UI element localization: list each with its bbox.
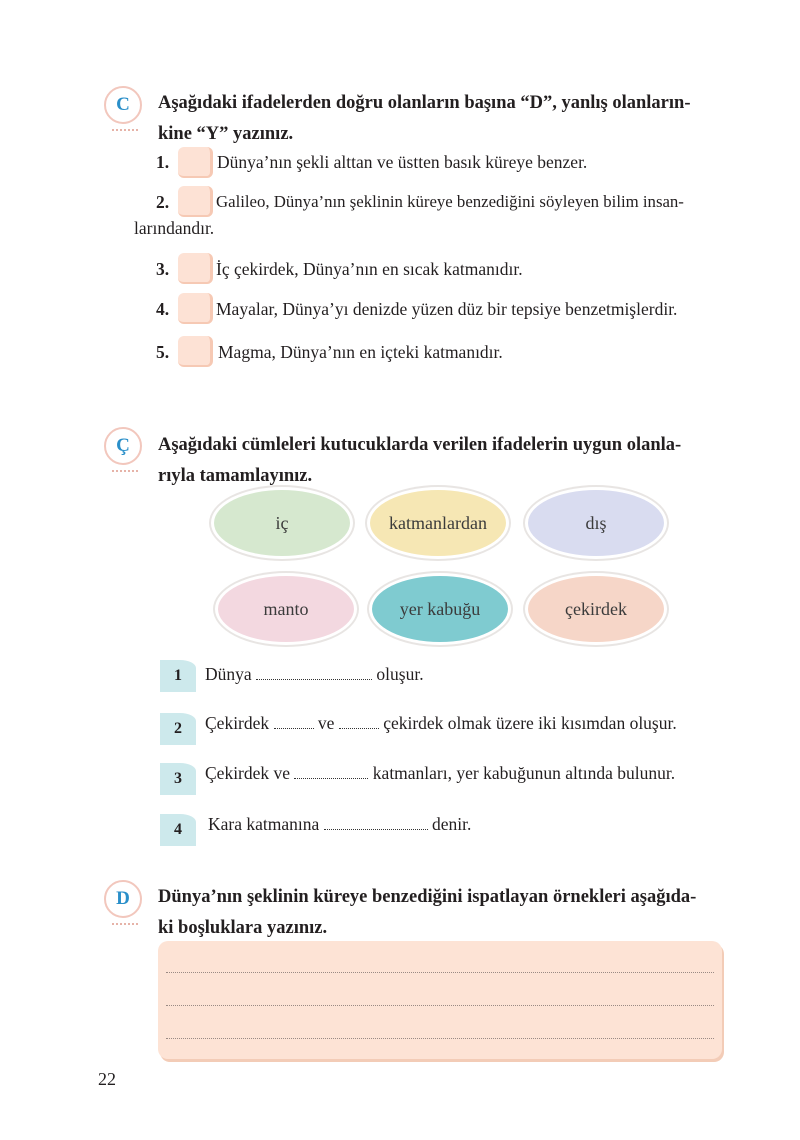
answer-box-2[interactable] [178,186,213,217]
write-line [166,1038,714,1039]
sentence-3 [205,763,675,784]
sentence-text: Dünya [205,664,257,684]
word-label: iç [275,512,289,533]
word-label: yer kabuğu [399,598,481,619]
sentence-number-tab [160,713,196,745]
write-line [166,1005,714,1006]
word-label: çekirdek [565,598,627,619]
section-d-letter: D [116,888,130,909]
section-d-title-line1: Dünya’nın şeklinin küreye benzediğini ispatlayan örnekleri aşağıda- [158,887,697,907]
section-c-letter: C [116,94,130,115]
item-text: Dünya’nın şekli alttan ve üstten basık küreye benzer. [217,152,588,172]
answer-box-5[interactable] [178,336,213,367]
sentence-number-tab [160,763,196,795]
word-oval [218,576,354,642]
word-label: manto [263,598,309,619]
sentence-2 [205,713,677,734]
section-c-title-line2: kine “Y” yazınız. [158,124,294,144]
section-cc-letter: Ç [116,435,130,456]
sentence-text: denir. [427,814,472,834]
word-label: katmanlardan [389,512,487,533]
section-cc-title-line1: Aşağıdaki cümleleri kutucuklarda verilen ifadelerin uygun olanla- [158,435,682,455]
page-number: 22 [98,1069,116,1089]
section-d-title-line2: ki boşluklara yazınız. [158,918,328,938]
section-c-title-line1: Aşağıdaki ifadelerden doğru olanların başına “D”, yanlış olanların- [158,93,691,113]
word-oval [214,490,350,556]
item-number: 1. [156,152,170,172]
word-oval [372,576,508,642]
section-d-instruction [158,882,728,944]
section-d-badge [104,880,142,918]
blank-1[interactable] [256,679,372,680]
sentence-text: Çekirdek ve [205,763,295,783]
sentence-text: çekirdek olmak üzere iki kısımdan oluşur. [378,713,677,733]
answer-box-1[interactable] [178,147,213,178]
item-number: 4. [156,299,170,319]
sentence-number: 1 [174,667,182,684]
sentence-number-tab [160,814,196,846]
word-oval [528,576,664,642]
item-text: Galileo, Dünya’nın şeklinin küreye benzediğini söyleyen bilim insan- [216,192,684,211]
section-c-instruction [158,88,728,150]
blank-4[interactable] [324,829,428,830]
sentence-text: oluşur. [372,664,424,684]
word-label: dış [585,512,607,533]
section-cc-badge [104,427,142,465]
section-c-badge [104,86,142,124]
sentence-1 [205,664,424,685]
sentence-number: 4 [174,821,182,838]
section-cc-instruction [158,430,728,492]
item-text: İç çekirdek, Dünya’nın en sıcak katmanıdır. [216,259,523,279]
item-text-continued: larındandır. [134,218,215,238]
blank-2a[interactable] [274,728,314,729]
write-line [166,972,714,973]
sentence-text: Kara katmanına [208,814,324,834]
sentence-number-tab [160,660,196,692]
item-text: Magma, Dünya’nın en içteki katmanıdır. [218,342,503,362]
item-number: 3. [156,259,170,279]
sentence-number: 3 [174,770,182,787]
answer-box-3[interactable] [178,253,213,284]
sentence-4 [208,814,471,835]
item-number: 5. [156,342,170,362]
section-cc-title-line2: rıyla tamamlayınız. [158,466,313,486]
sentence-text: ve [313,713,339,733]
sentence-number: 2 [174,720,182,737]
blank-2b[interactable] [339,728,379,729]
sentence-text: katmanları, yer kabuğunun altında bulunur. [368,763,676,783]
word-oval [370,490,506,556]
word-oval [528,490,664,556]
item-text: Mayalar, Dünya’yı denizde yüzen düz bir tepsiye benzetmişlerdir. [216,299,678,319]
item-number: 2. [156,192,170,212]
answer-writing-area[interactable] [158,941,722,1059]
blank-3[interactable] [294,778,368,779]
sentence-text: Çekirdek [205,713,274,733]
answer-box-4[interactable] [178,293,213,324]
